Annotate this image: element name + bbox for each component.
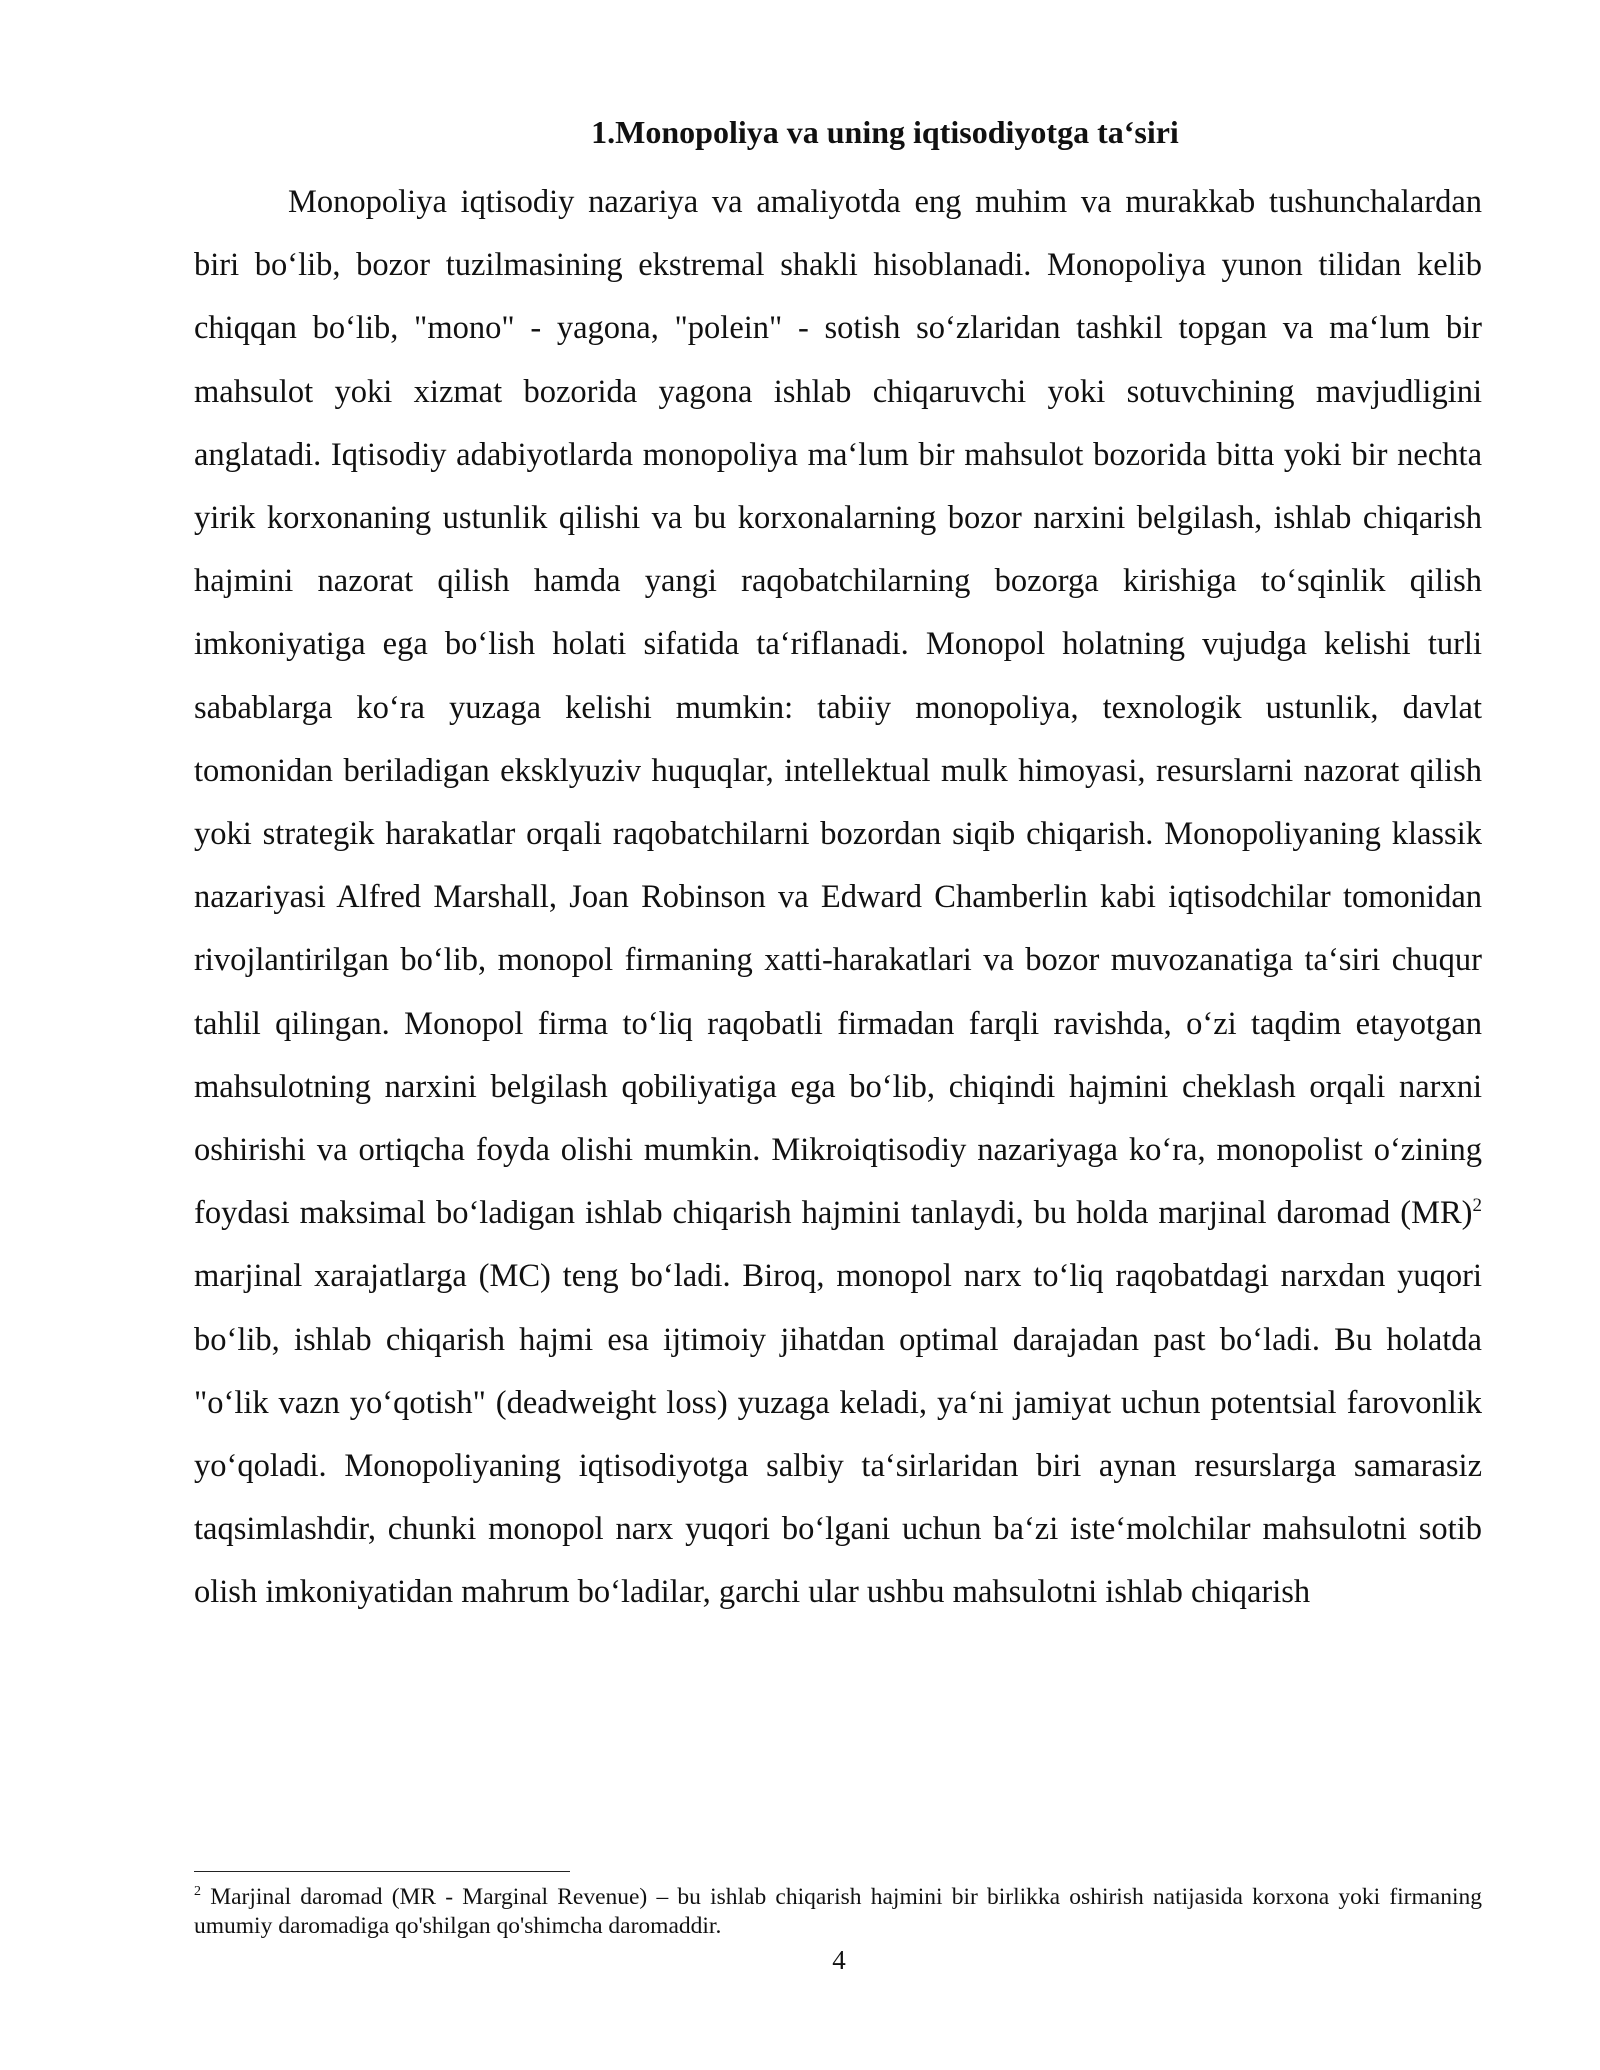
footnote-separator — [194, 1871, 570, 1872]
body-text-part-2: marjinal xarajatlarga (MC) teng bo‘ladi. Biroq, monopol narx to‘liq raqobatdagi narxdan yuqori bo‘lib, ishlab chiqarish hajmi esa ijtimoiy jihatdan optimal darajadan past bo‘ladi. Bu holatda "o‘lik vazn yo‘qotish" (deadweight loss) yuzaga keladi, ya‘ni jamiyat uchun potentsial farovonlik yo‘qoladi. Monopoliyaning iqtisodiyotga salbiy ta‘sirlaridan biri aynan resurslarga samarasiz taqsimlashdir, chunki monopol narx yuqori bo‘lgani uchun ba‘zi iste‘molchilar mahsulotni sotib olish imkoniyatidan mahrum bo‘ladilar, garchi ular ushbu mahsulotni ishlab chiqarish — [194, 1258, 1482, 1611]
section-heading: 1.Monopoliya va uning iqtisodiyotga ta‘siri — [591, 114, 1179, 150]
footnote-reference[interactable]: 2 — [1472, 1195, 1482, 1217]
footnote-text: Marjinal daromad (MR - Marginal Revenue) – bu ishlab chiqarish hajmini bir birlikka oshirish natijasida korxona yoki firmaning umumiy daromadiga qo'shilgan qo'shimcha daromaddir. — [194, 1884, 1482, 1939]
footnote — [194, 1883, 1482, 1941]
body-paragraph — [194, 171, 1482, 1625]
footnote-marker: 2 — [194, 1884, 201, 1900]
body-text-part-1: Monopoliya iqtisodiy nazariya va amaliyotda eng muhim va murakkab tushunchalardan biri bo‘lib, bozor tuzilmasining ekstremal shakli hisoblanadi. Monopoliya yunon tilidan kelib chiqqan bo‘lib, "mono" - yagona, "polein" - sotish so‘zlaridan tashkil topgan va ma‘lum bir mahsulot yoki xizmat bozorida yagona ishlab chiqaruvchi yoki sotuvchining mavjudligini anglatadi. Iqtisodiy adabiyotlarda monopoliya ma‘lum bir mahsulot bozorida bitta yoki bir nechta yirik korxonaning ustunlik qilishi va bu korxonalarning bozor narxini belgilash, ishlab chiqarish hajmini nazorat qilish hamda yangi raqobatchilarning bozorga kirishiga to‘sqinlik qilish imkoniyatiga ega bo‘lish holati sifatida ta‘riflanadi. Monopol holatning vujudga kelishi turli sabablarga ko‘ra yuzaga kelishi mumkin: tabiiy monopoliya, texnologik ustunlik, davlat tomonidan beriladigan eksklyuziv huquqlar, intellektual mulk himoyasi, resurslarni nazorat qilish yoki strategik harakatlar orqali raqobatchilarni bozordan siqib chiqarish. Monopoliyaning klassik nazariyasi Alfred Marshall, Joan Robinson va Edward Chamberlin kabi iqtisodchilar tomonidan rivojlantirilgan bo‘lib, monopol firmaning xatti-harakatlari va bozor muvozanatiga ta‘siri chuqur tahlil qilingan. Monopol firma to‘liq raqobatli firmadan farqli ravishda, o‘zi taqdim etayotgan mahsulotning narxini belgilash qobiliyatiga ega bo‘lib, chiqindi hajmini cheklash orqali narxni oshirishi va ortiqcha foyda olishi mumkin. Mikroiqtisodiy nazariyaga ko‘ra, monopolist o‘zining foydasi maksimal bo‘ladigan ishlab chiqarish hajmini tanlaydi, bu holda marjinal daromad (MR) — [194, 184, 1482, 1232]
page-number: 4 — [832, 1945, 846, 1975]
